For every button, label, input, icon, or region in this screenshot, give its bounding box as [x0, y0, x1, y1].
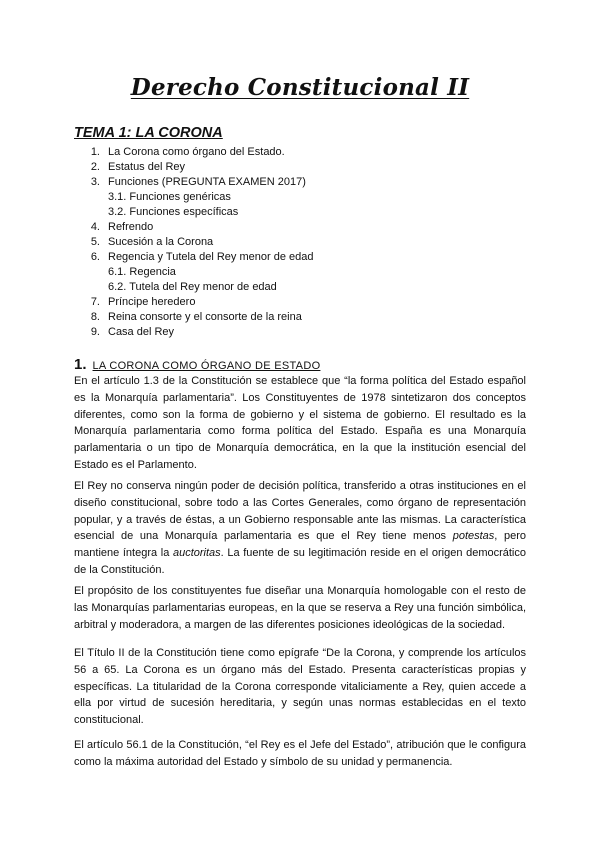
- toc-item: 4. Refrendo: [90, 221, 154, 233]
- toc-subitem: 3.1. Funciones genéricas: [108, 191, 231, 203]
- paragraph: El Título II de la Constitución tiene como epígrafe “De la Corona, y comprende los artículos 56 a 65. La Corona es un órgano más del Estado. Presenta características propias y específicas. La titularidad de la Corona corresponde vitaliciamente a Rey, quien accede a ella por virtud de sucesión hereditaria, y según unas normas establecidas en el texto constitucional.: [74, 647, 526, 727]
- paragraph: El Rey no conserva ningún poder de decisión política, transferido a otras instituciones en el diseño constitucional, sobre todo a las Cortes Generales, como órgano de representación popular, y a través de éstas, a un Gobierno responsable ante las mismas. La característica esencial de una Monarquía parlamentaria es que el Rey tiene menos potestas, pero mantiene íntegra la auctoritas. La fuente de su legitimación reside en el origen democrático de la Constitución.: [74, 480, 526, 576]
- toc-item: 3. Funciones (PREGUNTA EXAMEN 2017): [90, 176, 306, 188]
- section-title: LA CORONA COMO ÓRGANO DE ESTADO: [92, 360, 321, 372]
- paragraph: El artículo 56.1 de la Constitución, “el Rey es el Jefe del Estado”, atribución que le configura como la máxima autoridad del Estado y símbolo de su unidad y permanencia.: [74, 739, 526, 768]
- toc-item: 6. Regencia y Tutela del Rey menor de edad: [90, 251, 314, 263]
- toc-item: 8. Reina consorte y el consorte de la reina: [90, 311, 302, 323]
- toc-item: 2. Estatus del Rey: [90, 161, 186, 173]
- tema-heading: TEMA 1: LA CORONA: [74, 125, 223, 141]
- section-heading: [74, 356, 320, 374]
- toc-subitem: 3.2. Funciones específicas: [108, 206, 239, 218]
- toc-item: 9. Casa del Rey: [90, 326, 175, 338]
- paragraph: En el artículo 1.3 de la Constitución se establece que “la forma política del Estado español es la Monarquía parlamentaria”. Los Constituyentes de 1978 sintetizaron dos conceptos diferentes, como son la forma de gobierno y el sistema de gobierno. El resultado es la Monarquía parlamentaria como forma política del Estado. España es una Monarquía parlamentaria o un tipo de Monarquía democrática, en la que la institución esencial del Estado es el Parlamento.: [74, 375, 526, 471]
- toc-item: 5. Sucesión a la Corona: [90, 236, 214, 248]
- document-title: Derecho Constitucional II: [130, 74, 470, 101]
- paragraph: El propósito de los constituyentes fue diseñar una Monarquía homologable con el resto de las Monarquías parlamentarias europeas, en la que se reserva a Rey una función simbólica, arbitral y moderadora, a margen de las diferentes posiciones ideológicas de la sociedad.: [74, 585, 526, 631]
- toc-item: 1. La Corona como órgano del Estado.: [90, 146, 285, 158]
- toc-item: 7. Príncipe heredero: [90, 296, 196, 308]
- toc-subitem: 6.1. Regencia: [108, 266, 176, 278]
- toc-subitem: 6.2. Tutela del Rey menor de edad: [108, 281, 277, 293]
- table-of-contents: [74, 145, 534, 340]
- section-number: 1.: [74, 356, 87, 373]
